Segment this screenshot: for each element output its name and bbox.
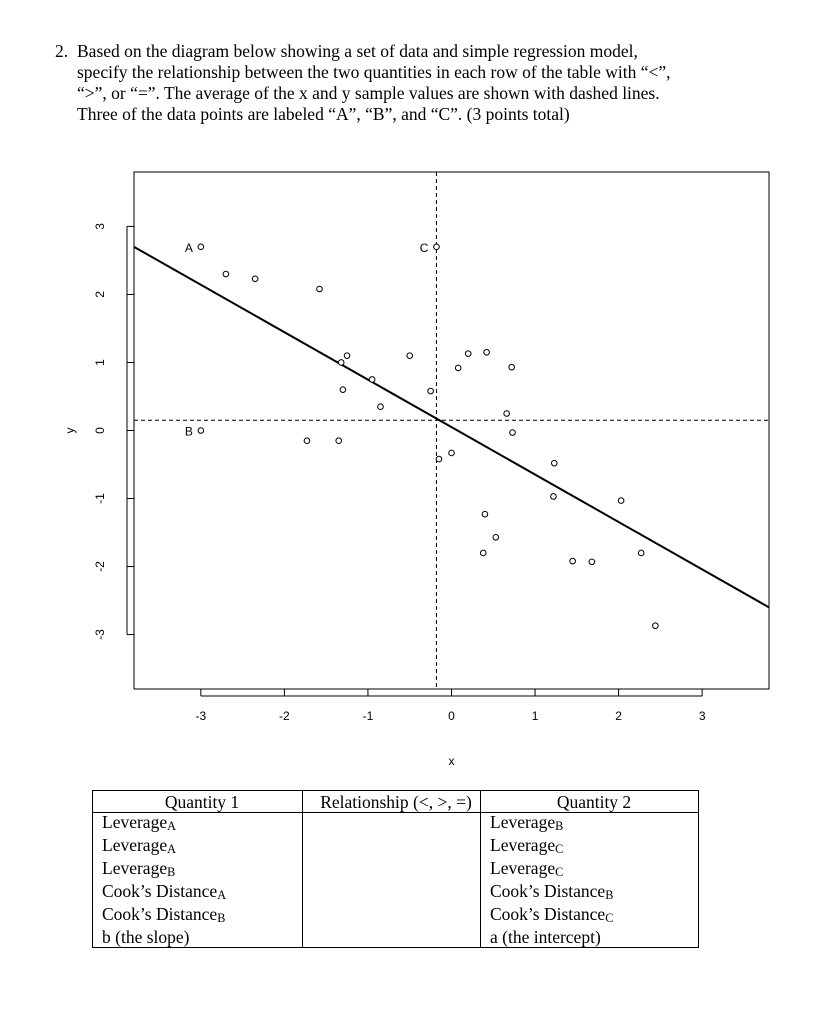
data-point bbox=[482, 511, 488, 517]
x-tick-label: -1 bbox=[362, 709, 374, 723]
x-tick-label: 2 bbox=[615, 709, 622, 723]
data-point bbox=[344, 353, 350, 359]
data-point bbox=[509, 364, 515, 370]
data-point bbox=[336, 438, 342, 444]
data-point bbox=[455, 365, 461, 371]
data-point bbox=[252, 276, 258, 282]
quantity-1-cell-subscript: B bbox=[167, 865, 176, 879]
quantity-2-cell-text: Cook’s Distance bbox=[490, 881, 606, 901]
quantity-2-cell bbox=[481, 836, 699, 859]
quantity-2-cell-subscript: C bbox=[605, 911, 614, 925]
relationship-cell[interactable] bbox=[303, 859, 481, 882]
data-point bbox=[223, 271, 229, 277]
quantity-2-cell-text: Leverage bbox=[490, 858, 556, 878]
quantity-2-cell-subscript: B bbox=[555, 819, 564, 833]
table-row bbox=[93, 859, 699, 882]
table-header-row bbox=[93, 791, 699, 813]
question-line-3: “>”, or “=”. The average of the x and y sample values are shown with dashed lines. bbox=[77, 83, 660, 103]
table-row bbox=[93, 882, 699, 905]
data-point bbox=[317, 286, 323, 292]
relationship-cell[interactable] bbox=[303, 905, 481, 928]
data-point bbox=[618, 498, 624, 504]
quantity-1-cell bbox=[93, 813, 303, 837]
data-point bbox=[638, 550, 644, 556]
quantity-1-cell bbox=[93, 905, 303, 928]
header-quantity-1: Quantity 1 bbox=[93, 791, 303, 813]
data-point bbox=[589, 559, 595, 565]
relationship-cell[interactable] bbox=[303, 882, 481, 905]
data-point bbox=[449, 450, 455, 456]
x-tick-label: 3 bbox=[698, 709, 706, 723]
point-label-c: C bbox=[419, 240, 429, 255]
y-tick-label: 0 bbox=[93, 427, 107, 434]
data-point bbox=[510, 430, 516, 436]
quantity-2-cell bbox=[481, 813, 699, 837]
quantity-1-cell bbox=[93, 859, 303, 882]
data-point bbox=[378, 404, 384, 410]
regression-line bbox=[134, 247, 769, 608]
question-number: 2. bbox=[55, 41, 69, 61]
data-point bbox=[436, 456, 442, 462]
data-point bbox=[504, 411, 510, 417]
data-point bbox=[480, 550, 486, 556]
relationship-cell[interactable] bbox=[303, 836, 481, 859]
point-label-a: A bbox=[184, 240, 193, 255]
table-row bbox=[93, 905, 699, 928]
quantity-2-cell-text: Cook’s Distance bbox=[490, 904, 606, 924]
question-line-1: Based on the diagram below showing a set of data and simple regression model, bbox=[77, 41, 638, 61]
x-tick-label: -2 bbox=[279, 709, 290, 723]
data-point bbox=[551, 494, 557, 500]
quantity-2-cell-subscript: C bbox=[555, 865, 564, 879]
quantity-1-cell-text: Leverage bbox=[102, 812, 168, 832]
data-point-a bbox=[198, 244, 204, 250]
table-row bbox=[93, 928, 699, 948]
plot-frame bbox=[134, 172, 769, 689]
relationship-cell[interactable] bbox=[303, 928, 481, 948]
quantity-1-cell-subscript: A bbox=[167, 842, 176, 856]
quantity-1-cell-subscript: B bbox=[217, 911, 226, 925]
y-tick-label: -3 bbox=[93, 629, 107, 640]
quantity-1-cell-text: Cook’s Distance bbox=[102, 881, 218, 901]
point-label-b: B bbox=[184, 424, 193, 439]
quantity-1-cell bbox=[93, 928, 303, 948]
quantity-2-cell-text: Leverage bbox=[490, 835, 556, 855]
data-point bbox=[407, 353, 413, 359]
y-tick-label: -1 bbox=[93, 493, 107, 504]
header-quantity-2: Quantity 2 bbox=[481, 791, 699, 813]
quantity-2-cell bbox=[481, 928, 699, 948]
x-tick-label: 1 bbox=[531, 709, 539, 723]
data-point bbox=[493, 535, 499, 541]
data-point bbox=[340, 387, 346, 393]
quantity-2-cell bbox=[481, 859, 699, 882]
data-point bbox=[653, 623, 659, 629]
y-axis-label: y bbox=[63, 427, 77, 434]
data-point bbox=[428, 388, 434, 394]
data-point bbox=[465, 351, 471, 357]
quantity-2-cell bbox=[481, 905, 699, 928]
quantity-2-cell-subscript: C bbox=[555, 842, 564, 856]
quantity-1-cell-text: Cook’s Distance bbox=[102, 904, 218, 924]
y-tick-label: 2 bbox=[93, 291, 107, 298]
quantity-1-cell bbox=[93, 882, 303, 905]
data-point bbox=[570, 558, 576, 564]
question-line-4: Three of the data points are labeled “A”, “B”, and “C”. (3 points total) bbox=[77, 104, 570, 124]
relationship-cell[interactable] bbox=[303, 813, 481, 837]
x-tick-label: 0 bbox=[448, 709, 455, 723]
data-point bbox=[484, 349, 490, 355]
quantity-2-cell-subscript: B bbox=[605, 888, 614, 902]
quantity-1-cell-subscript: A bbox=[167, 819, 176, 833]
quantity-2-cell bbox=[481, 882, 699, 905]
table-row bbox=[93, 836, 699, 859]
y-tick-label: 3 bbox=[93, 223, 107, 230]
quantity-1-cell-text: b (the slope) bbox=[102, 927, 190, 947]
data-point bbox=[338, 360, 344, 366]
quantity-2-cell-text: Leverage bbox=[490, 812, 556, 832]
y-tick-label: -2 bbox=[93, 561, 107, 572]
header-relationship: Relationship (<, >, =) bbox=[303, 791, 481, 813]
data-point-c bbox=[434, 244, 440, 250]
table-row bbox=[93, 813, 699, 837]
data-point-b bbox=[198, 428, 204, 434]
x-axis-label: x bbox=[448, 754, 455, 768]
x-tick-label: -3 bbox=[195, 709, 207, 723]
data-point bbox=[304, 438, 310, 444]
comparison-table bbox=[92, 790, 699, 948]
data-point bbox=[369, 377, 375, 383]
quantity-1-cell bbox=[93, 836, 303, 859]
data-point bbox=[551, 460, 557, 466]
y-tick-label: 1 bbox=[93, 359, 107, 366]
quantity-2-cell-text: a (the intercept) bbox=[490, 927, 601, 947]
quantity-1-cell-text: Leverage bbox=[102, 858, 168, 878]
question-line-2: specify the relationship between the two quantities in each row of the table with “<”, bbox=[77, 62, 671, 82]
quantity-1-cell-subscript: A bbox=[217, 888, 227, 902]
quantity-1-cell-text: Leverage bbox=[102, 835, 168, 855]
